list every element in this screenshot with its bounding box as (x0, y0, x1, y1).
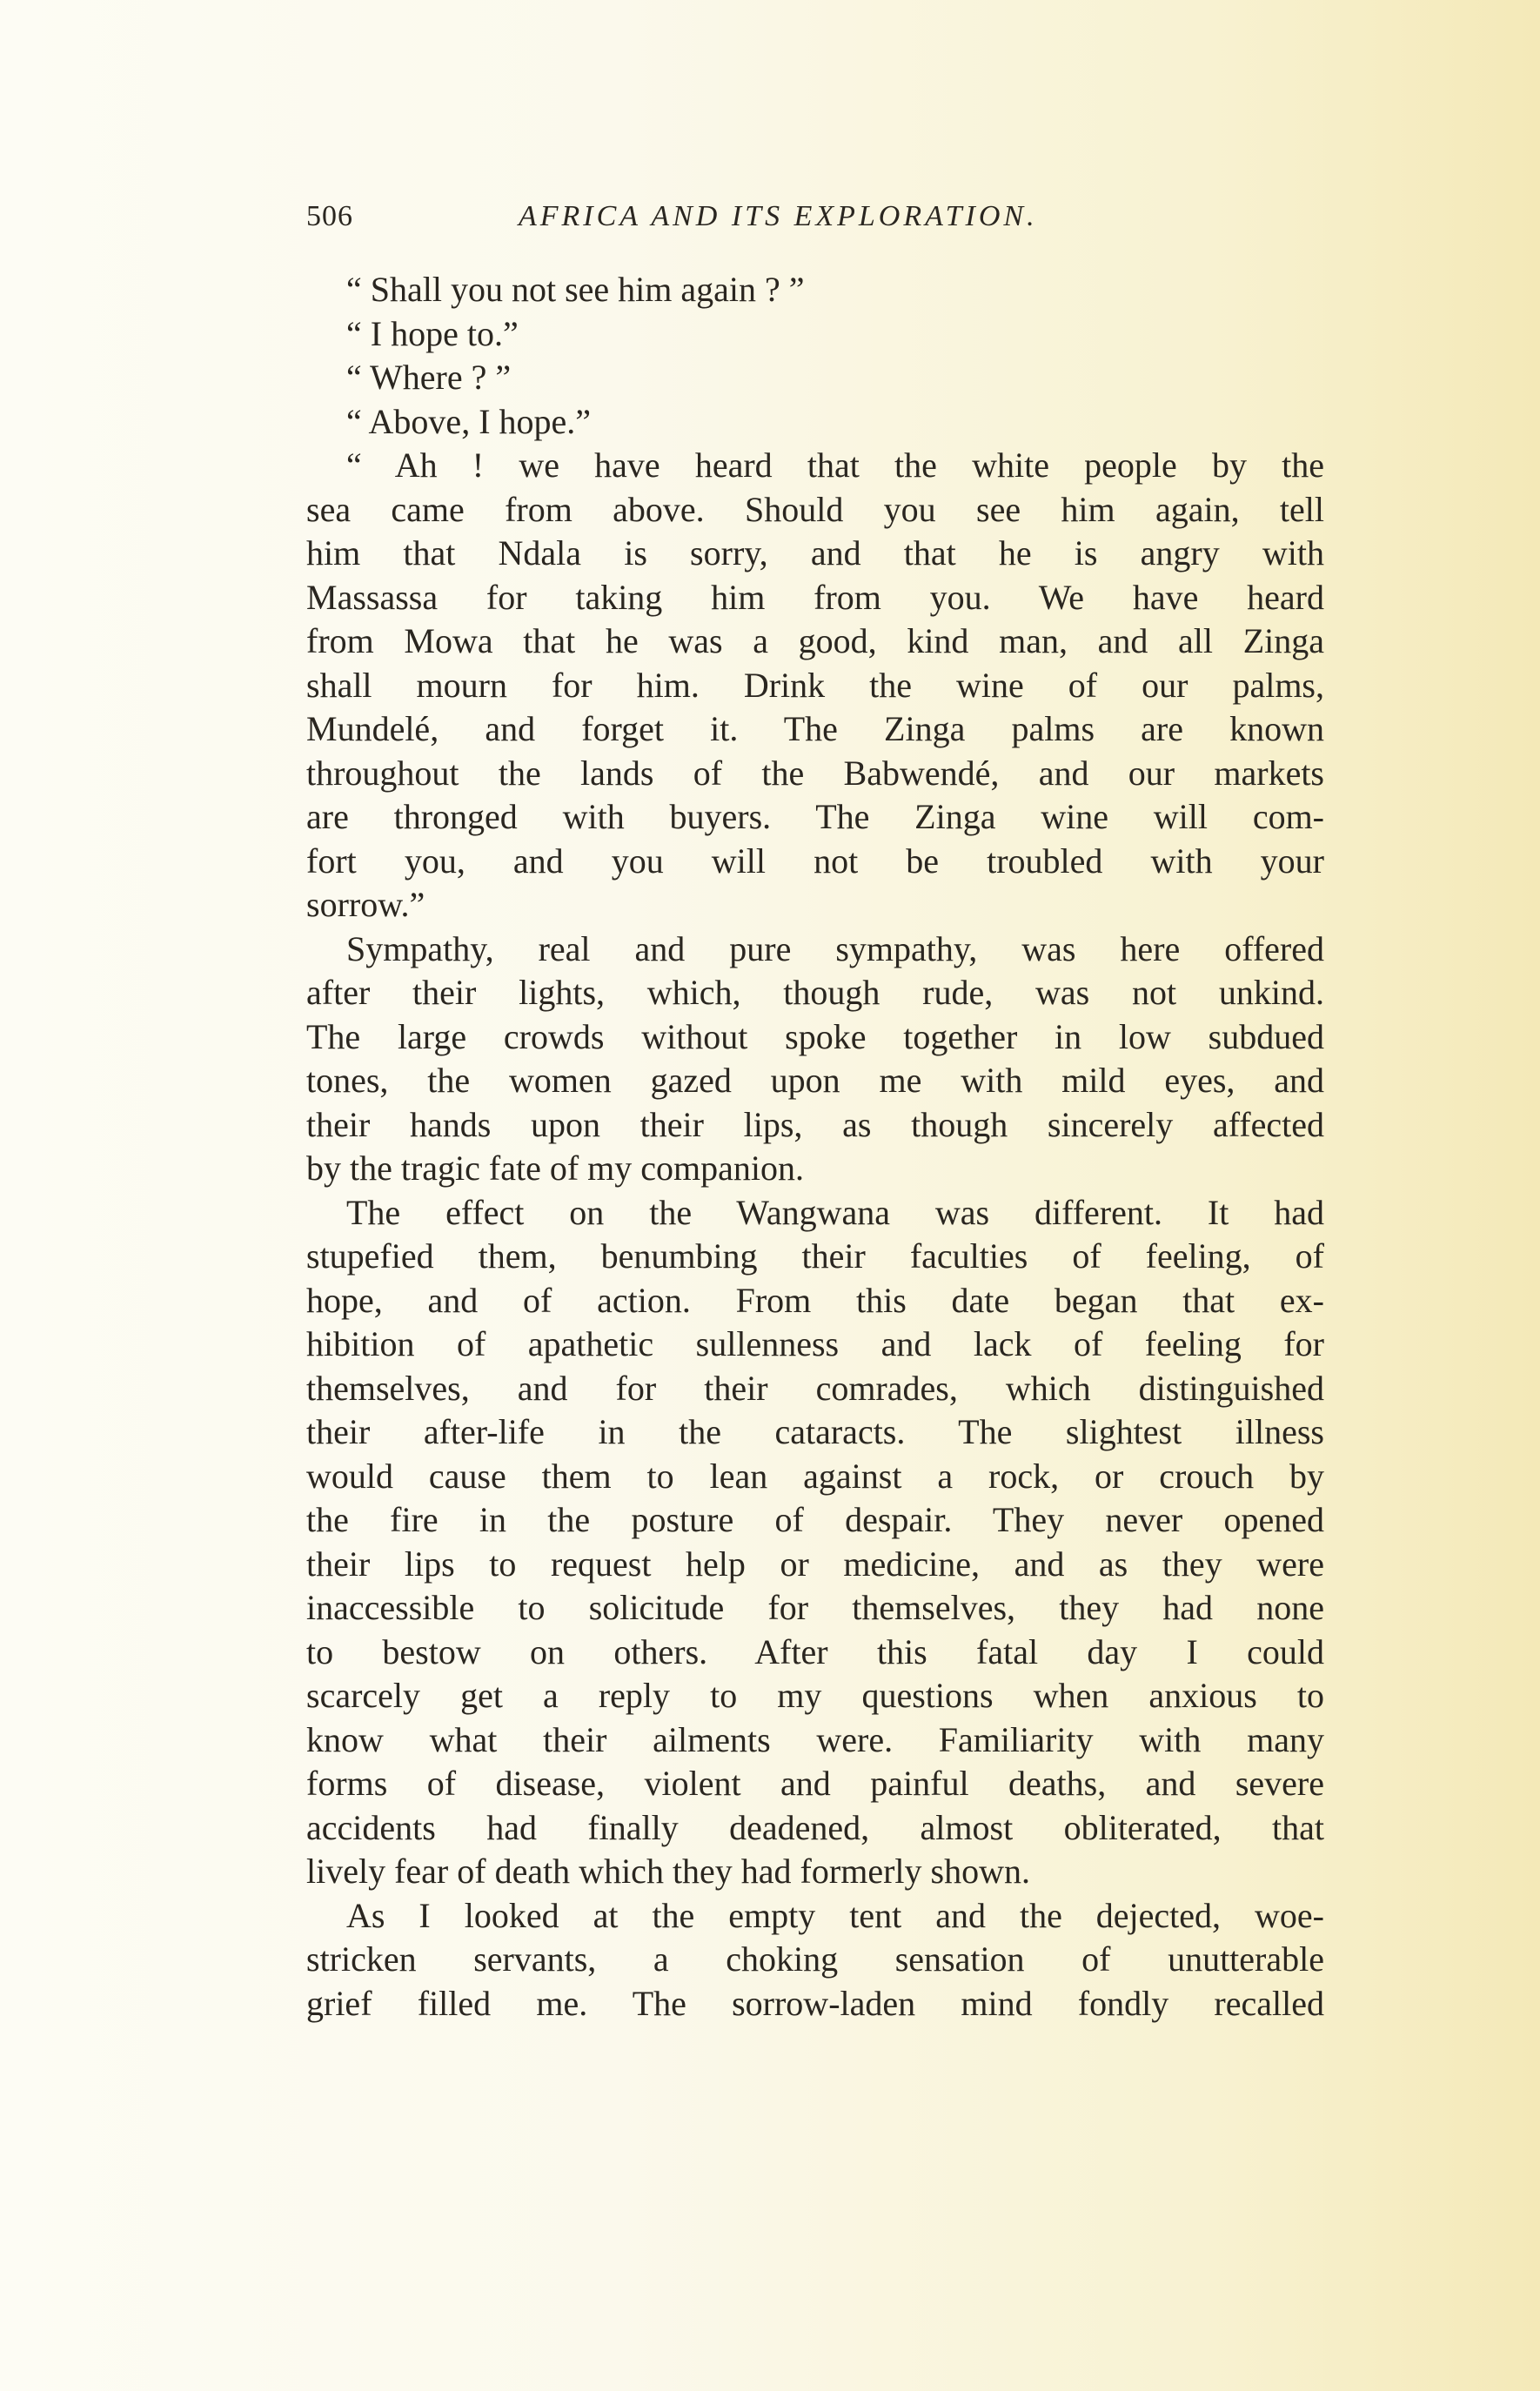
text-line: their hands upon their lips, as though sincerely affected (306, 1104, 1324, 1144)
text-line: their lips to request help or medicine, and as they were (306, 1544, 1324, 1584)
text-line: their after-life in the cataracts. The slightest illness (306, 1412, 1324, 1451)
text-line: “ Where ? ” (346, 358, 512, 397)
body-text (306, 268, 1324, 2026)
page-header (306, 200, 1324, 252)
text-line: lively fear of death which they had formerly shown. (306, 1852, 1030, 1891)
text-line: Massassa for taking him from you. We have heard (306, 577, 1324, 617)
text-line: from Mowa that he was a good, kind man, and all Zinga (306, 621, 1324, 660)
text-line: fort you, and you will not be troubled with your (306, 841, 1324, 881)
text-line: tones, the women gazed upon me with mild eyes, and (306, 1061, 1324, 1100)
text-line: after their lights, which, though rude, was not unkind. (306, 973, 1324, 1012)
text-line: Sympathy, real and pure sympathy, was here offered (346, 928, 1324, 968)
text-line: him that Ndala is sorry, and that he is angry with (306, 533, 1324, 573)
text-line: shall mourn for him. Drink the wine of our palms, (306, 665, 1324, 705)
text-line: stupefied them, benumbing their faculties of feeling, of (306, 1236, 1324, 1276)
text-line: grief filled me. The sorrow-laden mind fondly recalled (306, 1983, 1324, 2023)
text-line: know what their ailments were. Familiarity with many (306, 1719, 1324, 1759)
text-line: The large crowds without spoke together in low subdued (306, 1016, 1324, 1056)
text-line: The effect on the Wangwana was different. It had (346, 1192, 1324, 1232)
text-line: forms of disease, violent and painful deaths, and severe (306, 1764, 1324, 1803)
text-line: hibition of apathetic sullenness and lack of feeling for (306, 1324, 1324, 1363)
text-line: scarcely get a reply to my questions when anxious to (306, 1676, 1324, 1715)
text-line: “ Ah ! we have heard that the white people by the (346, 445, 1324, 485)
text-line: Mundelé, and forget it. The Zinga palms are known (306, 709, 1324, 748)
text-line: themselves, and for their comrades, which distinguished (306, 1368, 1324, 1408)
text-line: stricken servants, a choking sensation of unutterable (306, 1939, 1324, 1979)
text-line: are thronged with buyers. The Zinga wine will com- (306, 797, 1324, 836)
text-line: sea came from above. Should you see him again, tell (306, 489, 1324, 529)
text-line: “ Above, I hope.” (346, 401, 592, 441)
text-line: throughout the lands of the Babwendé, and our markets (306, 753, 1324, 793)
text-line: “ Shall you not see him again ? ” (346, 270, 805, 309)
text-line: the fire in the posture of despair. They never opened (306, 1500, 1324, 1539)
running-title: AFRICA AND ITS EXPLORATION. (519, 200, 1038, 232)
text-line: “ I hope to.” (346, 313, 519, 353)
text-line: inaccessible to solicitude for themselves, they had none (306, 1588, 1324, 1627)
text-line: sorrow.” (306, 885, 425, 924)
text-line: to bestow on others. After this fatal day I could (306, 1631, 1324, 1671)
page-number: 506 (306, 200, 353, 232)
text-line: hope, and of action. From this date began that ex- (306, 1280, 1324, 1320)
text-line: accidents had finally deadened, almost obliterated, that (306, 1807, 1324, 1847)
text-line: by the tragic fate of my companion. (306, 1149, 805, 1188)
text-line: would cause them to lean against a rock, or crouch by (306, 1456, 1324, 1496)
text-line: As I looked at the empty tent and the dejected, woe- (346, 1895, 1324, 1935)
